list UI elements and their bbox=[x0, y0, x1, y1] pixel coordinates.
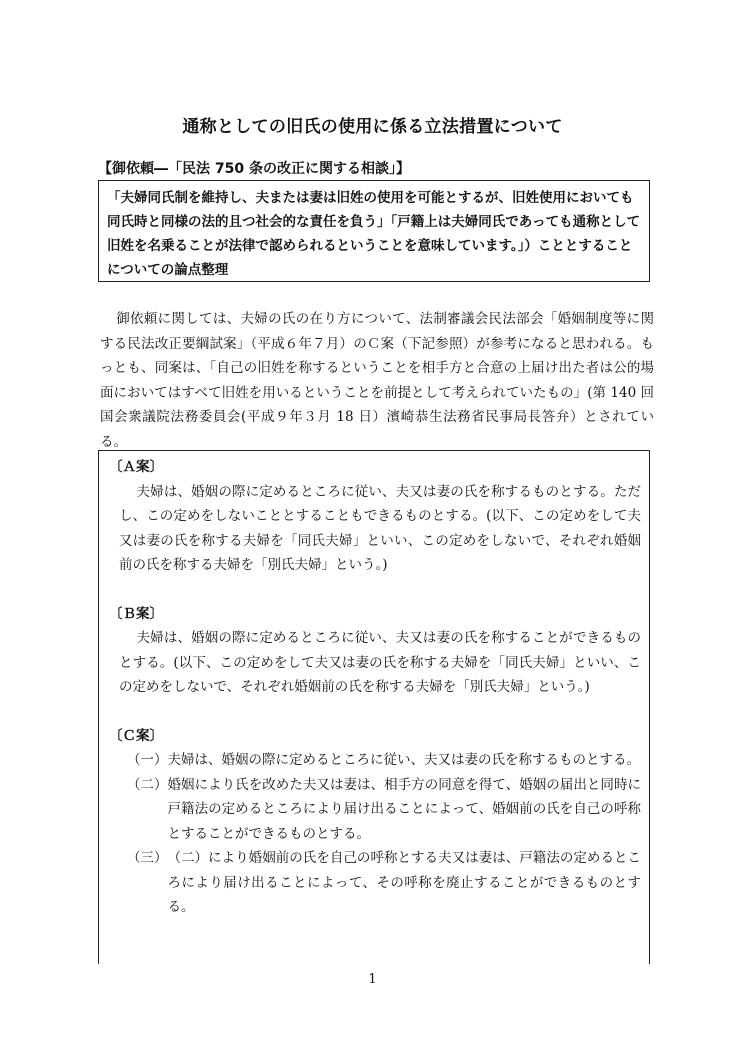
document-title: 通称としての旧氏の使用に係る立法措置について bbox=[182, 117, 563, 137]
proposal-c-item-number: （一） bbox=[127, 752, 168, 768]
proposal-c-item bbox=[109, 846, 641, 920]
proposal-c-item-text: （二）により婚姻前の氏を自己の呼称とする夫又は妻は、戸籍法の定めるところにより届け出ることによって、その呼称を廃止することができるものとする。 bbox=[167, 850, 641, 915]
proposal-a bbox=[109, 455, 641, 578]
section-spacer bbox=[109, 700, 641, 724]
proposal-c-item bbox=[109, 773, 641, 847]
proposal-c-item-text: 夫婦は、婚姻の際に定めるところに従い、夫又は妻の氏を称するものとする。 bbox=[167, 752, 640, 768]
proposal-c bbox=[109, 724, 641, 920]
proposal-a-body: 夫婦は、婚姻の際に定めるところに従い、夫又は妻の氏を称するものとする。ただし、この定めをしないこととすることもできるものとする。(以下、この定めをして夫又は妻の氏を称する夫婦を「同氏夫婦」といい、この定めをしないで、それぞれ婚姻前の氏を称する夫婦を「別氏夫婦」という。) bbox=[119, 483, 641, 573]
request-summary-box bbox=[98, 180, 650, 282]
proposal-c-title: 〔Ｃ案〕 bbox=[109, 727, 163, 744]
section-spacer bbox=[109, 578, 641, 602]
proposal-c-item bbox=[109, 748, 641, 773]
proposal-c-item-number: （二） bbox=[127, 776, 168, 793]
page-number: 1 bbox=[368, 972, 377, 987]
request-heading: 【御依頼―「民法 750 条の改正に関する相談」】 bbox=[98, 161, 410, 177]
proposal-a-title: 〔Ａ案〕 bbox=[109, 459, 163, 475]
proposal-b-body: 夫婦は、婚姻の際に定めるところに従い、夫又は妻の氏を称することができるものとする。(以下、この定めをして夫又は妻の氏を称する夫婦を「同氏夫婦」といい、この定めをしないで、それぞれ婚姻前の氏を称する夫婦を「別氏夫婦」という。) bbox=[119, 630, 641, 695]
request-summary-text: 「夫婦同氏制を維持し、夫または妻は旧姓の使用を可能とするが、旧姓使用においても同氏時と同様の法的且つ社会的な責任を負う」「戸籍上は夫婦同氏であっても通称として旧姓を名乗ることが法律で認められるということを意味しています。」）こととすることについての論点整理 bbox=[107, 190, 641, 278]
proposals-box bbox=[98, 450, 650, 964]
proposal-b bbox=[109, 602, 641, 700]
intro-paragraph: 御依頼に関しては、夫婦の氏の在り方について、法制審議会民法部会「婚姻制度等に関する民法改正要綱試案」（平成６年７月）のＣ案（下記参照）が参考になると思われる。もっとも、同案は、「自己の旧姓を称するということを相手方と合意の上届け出た者は公的場面においてはすべて旧姓を用いるということを前提として考えられていたもの」(第 140 回国会衆議院法務委員会(平成９年３月 18 日）濱崎恭生法務省民事局長答弁）とされている。 bbox=[100, 311, 654, 450]
proposal-c-item-text: 婚姻により氏を改めた夫又は妻は、相手方の同意を得て、婚姻の届出と同時に戸籍法の定めるところにより届け出ることによって、婚姻前の氏を自己の呼称とすることができるものとする。 bbox=[167, 776, 641, 842]
proposal-b-title: 〔Ｂ案〕 bbox=[109, 605, 163, 622]
proposal-c-item-number: （三） bbox=[127, 850, 168, 866]
